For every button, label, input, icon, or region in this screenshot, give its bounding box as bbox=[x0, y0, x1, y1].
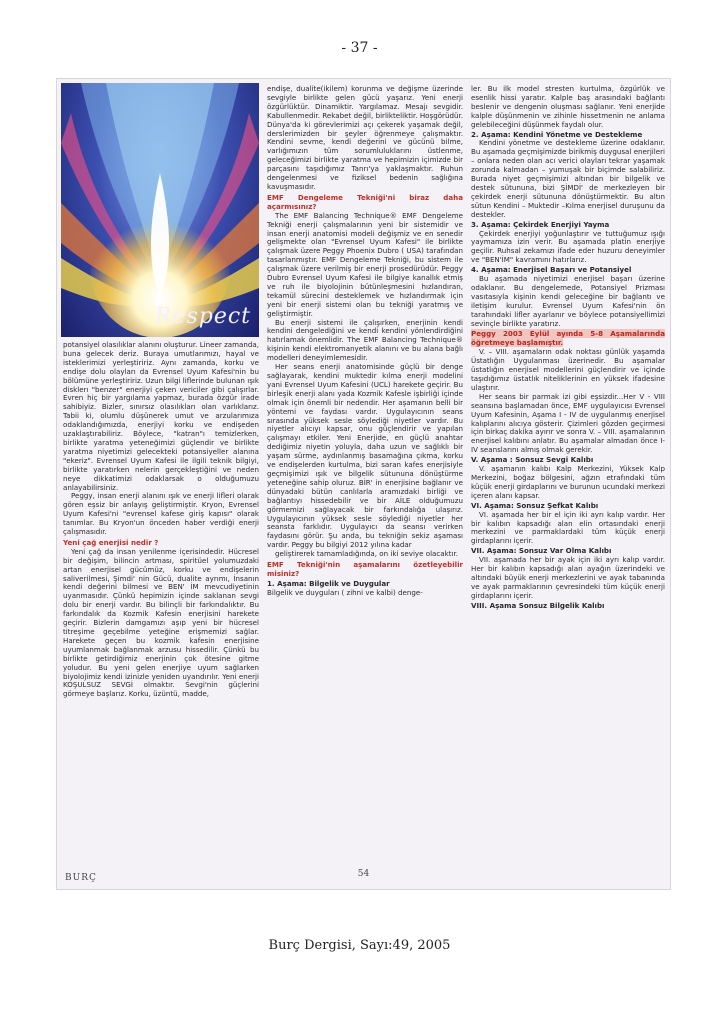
subheading: 3. Aşama: Çekirdek Enerjiyi Yayma bbox=[471, 219, 610, 229]
paragraph: Kendini yönetme ve destekleme üzerine odaklanır. Bu aşamada geçmişimizde birikmiş duygusal enerjileri – onlara neden olan acı verici olayları tekrar yaşamak zorunda kalmadan – yumuşak bir biçimde salabiliriz. Burada niyet geçmişimizi altından bir bilgelik ve destek sütununa, bizi ŞİMDİ' de merkezleyen bir çekirdek enerji sütununa dönüştürmektir. Bu altın sütun Kendini – Muktedir –Kılma enerjisel duruşunu da destekler. bbox=[471, 138, 665, 219]
page-number: - 37 - bbox=[341, 40, 378, 56]
paragraph: Her seans enerji anatomisinde güçlü bir denge sağlayarak, kendini muktedir kılma enerji modelini yani Evrensel Uyum Kafesini (UCL) harekete geçirir. Bu birleşik enerji alanı yada Kozmik Kafesle işbirliği içinde olmak için önemli bir nedendir. Her aşamanın belli bir yöntemi ve faydası vardır. Uygulayıcının seans sırasında yüksek sesle söylediği niyetler vardır. Bu niyetler alıcıyı kapsar, onu güçlendirir ve yapılan çalışmayı etkiler. Yeni Enerjide, en güçlü anahtar dediğimiz niyetin yoluyla, daha uzun ve sağlıklı bir yaşam sürme, aydınlanmış basamağına çıkma, korku ve endişelerden kurtulma, bizi saran kafes enerjisiyle geçmişimizi ışık ve bilgelik sütununa dönüştürme yeteneğine sahip oluruz. BİR' in enerjisine bağlanır ve dünyadaki bütün canlılarla aramızdaki birliği ve bağlantıyı hissedebilir ve bir AİLE olduğumuzu görmemizi sağlayacak bir farkındalığa ulaşırız. Uygulayıcının yüksek sesle söylediği niyetler her seansta farklıdır. Uygulayıcı da seansı verirken faydasını görür. Şu anda, bu tekniğin sekiz aşaması vardır. Peggy bu bilgiyi 2012 yılına kadar bbox=[267, 362, 463, 550]
paragraph: Bu aşamada niyetimizi enerjisel başarı üzerine odaklanır. Bu dengelemede, Potansiyel Prizması vasıtasıyla kişinin kendi geleceğine bir bağlantı ve iletişim kurulur. Evrensel Uyum Kafesi'nin ön tarahındaki lifler ayarlanır ve böylece potansiyellimizi sevinçle birlikte yaratırız. bbox=[471, 274, 665, 328]
paragraph: Her seans bir parmak izi gibi eşsizdir...Her V - VIII seansına başlamadan önce, EMF uygulayıcısı Evrensel Uyum Kafesinin, Aşama I - IV de uygulanmış enerjisel kalıplarını alıcıya gösterir. Çizimleri gözden geçirmesi için birkaç dakika ayırır ve sonra V. – VIII. aşamalarının enerjisel kalıbını anlatır. Bu aşamalar almadan önce I-IV seanslarını almış olmak gerekir. bbox=[471, 391, 665, 455]
subheading: 2. Aşama: Kendini Yönetme ve Destekleme bbox=[471, 129, 643, 139]
section-heading: EMF Dengeleme Tekniği'ni biraz daha açarmısınız? bbox=[267, 192, 463, 211]
image-title: Respect bbox=[154, 304, 251, 329]
subheading: 1. Aşama: Bilgelik ve Duygular bbox=[267, 578, 390, 588]
paragraph: ler. Bu ilk model stresten kurtulma, özgürlük ve esenlik hissi yaratır. Kalple baş arasındaki bağlantı beslenir ve dengenin oluşması sağlanır. Yeni enerjide kalple düşünmenin ve zihinle hissetmenin ne anlama gelebileceğini düşünmek faydalı olur. bbox=[471, 85, 665, 129]
source-caption: Burç Dergisi, Sayı:49, 2005 bbox=[268, 938, 451, 953]
section-heading: Yeni çağ enerjisi nedir ? bbox=[63, 537, 159, 547]
paragraph: geliştirerek tamamladığında, on iki seviye olacaktır. bbox=[275, 549, 459, 559]
paragraph: V. aşamanın kalıbı Kalp Merkezini, Yüksek Kalp Merkezini, boğaz bölgesini, ağzın etrafındaki tüm küçük enerji girdaplarını ve burunun ucundaki merkezi içeren alanı kapsar. bbox=[471, 464, 665, 500]
column-3 bbox=[471, 85, 665, 775]
paragraph: VII. aşamada her bir ayak için iki ayrı kalıp vardır. Her bir kalıbın kapsadığı alan ayağın üzerindeki ve altındaki büyük enerji merkezlerini ve ayak tabanında ve ayak parmaklarının çevresindeki tüm küçük enerji girdaplarını içerir. bbox=[471, 555, 665, 600]
magazine-footer-title: BURÇ bbox=[65, 873, 97, 883]
flame-illustration bbox=[61, 83, 259, 337]
column-1 bbox=[63, 341, 259, 861]
respect-image bbox=[61, 83, 259, 337]
subheading: 4. Aşama: Enerjisel Başarı ve Potansiyel bbox=[471, 265, 632, 275]
paragraph: The EMF Balancing Technique® EMF Dengeleme Tekniği enerji çalışmalarının yeni bir sistemidir ve insan enerji anatomisi modeli değişmiz ve en senedir gelişmekte olan "Evrensel Uyum Kafesi" ile birlikte çalışmak üzere Peggy Phoenix Dubro ( USA) tarafından tasarlanmıştır. EMF Dengeleme Tekniği, bu sistem ile çalışmak üzere verilmiş bir enerji prosedürüdür. Peggy Dubro Evrensel Uyum Kafesi ile bilgiye kanallık etmiş ve ruh ile biyolojinin bütünleşmesini hızlandıran, tekamül sürecini desteklemek ve hızlandırmak için yeni bir enerji sistemi olan bu tekniği yaratmış ve geliştirmiştir. bbox=[267, 210, 463, 318]
paragraph: Çekirdek enerjiyi yoğunlaştırır ve tuttuğumuz ışığı yaymamıza izin verir. Bu aşamada platin enerjiye geçilir. Ruhsal zekamızı ifade eder huzuru deneyimler ve "BEN'İM" kavramını hatırlarız. bbox=[471, 228, 665, 265]
subheading: VIII. Aşama Sonsuz Bilgelik Kalıbı bbox=[471, 600, 605, 610]
paragraph: Peggy, insan enerji alanını ışık ve enerji lifleri olarak gören eşsiz bir anlayış geliştirmiştir. Kryon, Evrensel Uyum Kafesi'ni "evrensel kafese giriş kapısı" olarak tanımlar. Bu Kryon'un önceden haber verdiği enerji çalışmasıdır. bbox=[63, 491, 259, 537]
highlighted-heading: Peggy 2003 Eylül ayında 5-8 Aşamalarında öğretmeye başlamıştır. bbox=[471, 329, 665, 348]
magazine-page-number: 54 bbox=[357, 869, 370, 879]
section-heading: EMF Tekniği'nin aşamalarını özetleyebilir misiniz? bbox=[267, 560, 463, 578]
section-heading bbox=[471, 330, 665, 348]
paragraph: Bilgelik ve duyguları ( zihni ve kalbi) denge- bbox=[267, 587, 423, 597]
paragraph: endişe, dualite(ikilem) korunma ve değişme üzerinde sevgiyle birlikte gelen gücü yaşarız. Yeni enerji özgürlüktür. Dinamiktir. Yargılamaz. Mesajı sevgidir. Kabullenmedir. Rekabet değil, birlikteliktir. Hoşgörüdür. Dünya'da ki görevlerimizi açı çekerek yaşamak değil, derslerimizden bir şeyler öğrenmeye çalışmaktır. Kendini sevme, kendi değerini ve gücünü bilme, varlığımızın tüm sorumluluklarını üstlenme, geleceğimizi birlikte yaratma ve hepimizin içimizde bir parçasını taşıdığımız Tanrı'ya yaklaşmaktır. Ruhun dengelenmesi ve fiziksel bedenin sağlığına kavuşmasıdır. bbox=[267, 85, 463, 191]
subheading: V. Aşama : Sonsuz Sevgi Kalıbı bbox=[471, 455, 594, 465]
paragraph: Bu enerji sistemi ile çalışırken, enerjinin kendi kendini dengelediğini ve kendi kendini yönlendirdiğini hatırlamak önemlidir. The EMF Balancing Technique® kişinin kendi elektromanyetik alanını ve bu alana bağlı modelleri deneyimlemesidir. bbox=[267, 317, 463, 363]
paragraph: VI. aşamada her bir el için iki ayrı kalıp vardır. Her bir kalıbın kapsadığı alan elin ortasındaki enerji merkezini ve parmaklardaki tüm küçük enerji girdaplarını içerir. bbox=[471, 509, 665, 546]
magazine-page bbox=[56, 78, 671, 890]
column-2 bbox=[267, 85, 463, 865]
subheading: VII. Aşama: Sonsuz Var Olma Kalıbı bbox=[471, 546, 612, 556]
paragraph: V. – VIII. aşamaların odak noktası günlük yaşamda Üstatlığın Uygulanması üzerinedir. Bu aşamalar üstatlığın enerjisel modellerini güçlendirir ve içinde taşıdığımız üstatlık niteliklerinin en yüksek ifadesine ulaştırır. bbox=[471, 347, 665, 392]
paragraph: Yeni çağ da insan yenilenme içerisindedir. Hücresel bir değişim, bilincin artması, spiritüel yolumuzdaki artan enerjisel gücümüz, korku ve endişelerin saliverilmesi, Şimdi' nin Gücü, dualite ayrımı, İnsanın kendi değerini bilmesi ve BEN' İM mevcudiyetinin uyanmasıdır. Çünkü hepimizin içinde saklanan sevgi dolu bir enerji vardır. Bu bilinçli bir farkındalıktır. Bu farkındalık da Kozmik Kafesin enerjisini harekete geçirir. Bizlerin damgamızı aşıp yeni bir hücresel titreşime geçebilme yeteğine erişmemizi sağlar. Harekete geçen bu kozmik kafesin enerjisine uyumlanmak bağlanmak arzusu hissedilir. Çünkü bu birlikte getirdiğimiz enerjinin çok ötesine gitme yoludur. Bu yeni gelen enerjiye uyum sağlarken biyolojimiz kendi izinizle yeniden uyandırılır. Yeni enerji KOŞULSUZ SEVGİ olmaktır. Sevgi'nin güçlerini görmeye başlarız. Korku, üzüntü, madde, bbox=[63, 546, 259, 699]
paragraph: potansiyel olasılıklar alanını oluşturur. Lineer zamanda, buna gelecek deriz. Buraya umutlarımızı, hayal ve isteklerimizi yerleştiririz. Aynı zamanda, korku ve endişe dolu olayları da Evrensel Uyum Kafesi'nin bu bölümüne yerleştiririz. Uzun bilgi liflerinde bulunan ışık disklerı "benzer" enerjiyi çeken vericiler gibi çalışırlar. Evren hiç bir yargılama yapmaz, burada özgür irade sahibiyiz. Bizler, sınırsız olasılıkları olan varlıklarız. Tabii ki, olumlu düşünerek umut ve arzularımıza odaklandığımızda, enerjiyi korku ve endişeden uzaklaştırabiliriz. Böylece, "katran"ı temizlerken, birlikte yaratma yeteneğimizi güçlendir ve birlikte yaratma niyetimizi gelecekteki potansiyeller alanına "ekeriz". Evrensel Uyum Kafesi ile ilgili teknik bilgiyi, birlikte yaratırken nelerin gerçekleştiğini ve neden neye dikkatimizi odaklarsak o olduğumuzu anlayabilirsiniz. bbox=[63, 341, 259, 492]
subheading: VI. Aşama: Sonsuz Şefkat Kalıbı bbox=[471, 500, 599, 510]
